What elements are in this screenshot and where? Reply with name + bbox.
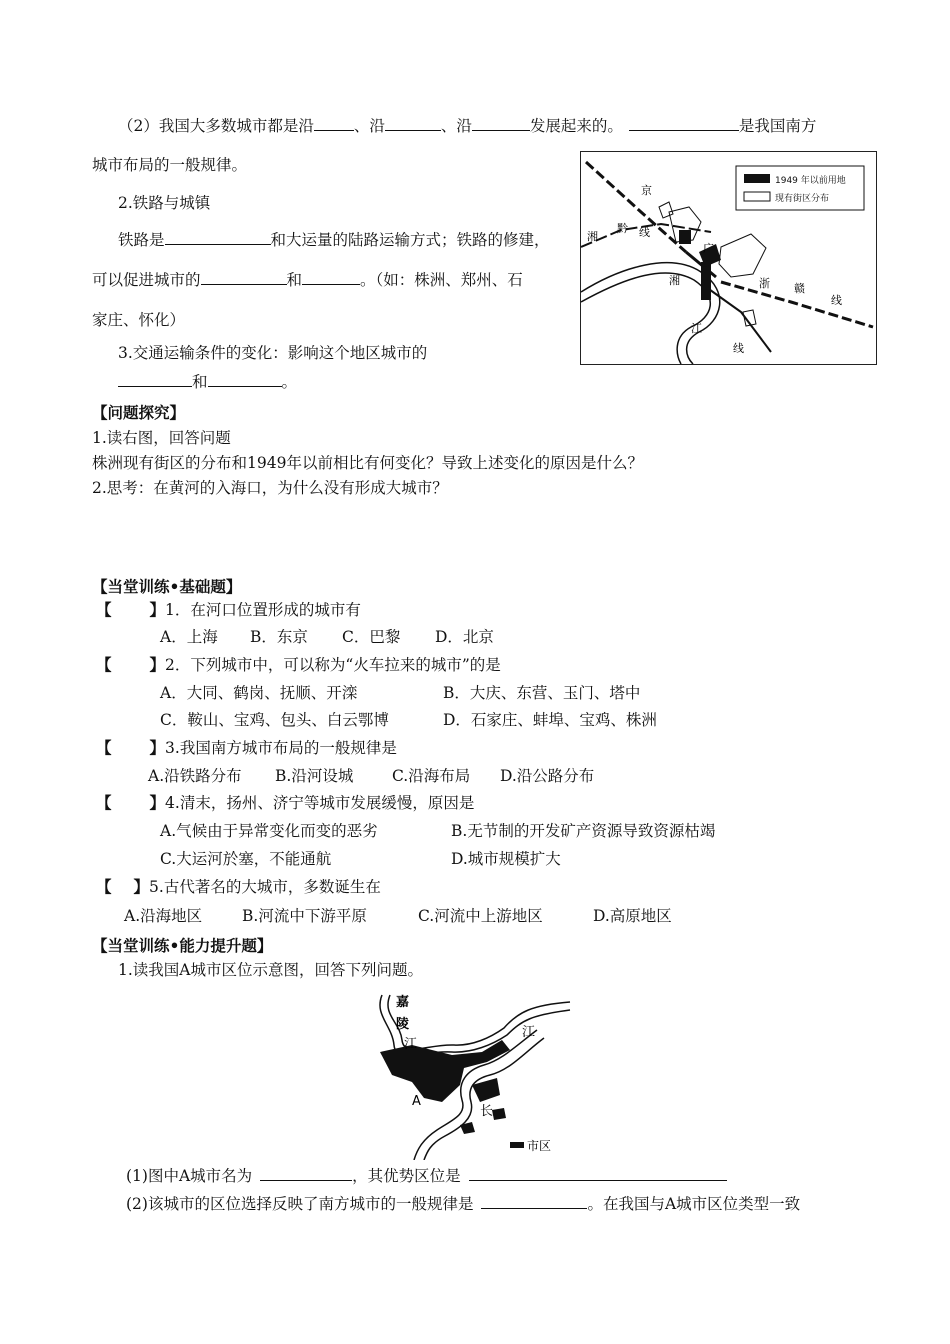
option: A．上海 [160,628,218,646]
legend-new-label: 现有街区分布 [775,194,830,204]
blank[interactable] [208,372,282,387]
map-label: 湘 [669,274,680,287]
explore-q2: 2.思考：在黄河的入海口，为什么没有形成大城市？ [92,479,448,497]
blank[interactable] [472,116,530,131]
map-label: 长 [480,1104,494,1119]
rail-line1 [118,230,550,250]
option: B．东京 [250,628,308,646]
blank[interactable] [629,116,739,131]
blank[interactable] [385,116,441,131]
sub-question-text: (1)图中A城市名为 [126,1167,253,1185]
question-text: 5.古代著名的大城市，多数诞生在 [149,878,381,896]
map-label: 黔 [617,222,628,235]
map-label: 江 [404,1037,418,1052]
zhuzhou-map [580,151,877,365]
map-label: 赣 [794,282,805,295]
rail-text-2: 和大运量的陆路运输方式；铁路的修建， [270,231,550,249]
q2-text-5: 是我国南方 [738,117,817,135]
ability-heading: 【当堂训练•能力提升题】 [92,936,273,955]
option: D．北京 [435,628,494,646]
blank[interactable] [118,372,192,387]
answer-bracket-close: 】 [149,600,166,619]
map-label: 湘 [587,230,598,243]
q2-text-4: 发展起来的。 [529,117,623,135]
blank[interactable] [469,1166,727,1181]
answer-bracket-open: 【 [96,738,112,757]
map-label: 嘉 [396,995,410,1010]
option: A．大同、鹤岗、抚顺、开滦 [160,684,358,702]
option: C.大运河於塞，不能通航 [160,850,332,868]
basic-q2 [96,655,501,675]
option: D.沿公路分布 [500,767,595,785]
option: D．石家庄、蚌埠、宝鸡、株洲 [443,711,657,729]
map-label: 线 [831,294,842,307]
legend-old-label: 1949 年以前用地 [775,176,846,186]
chongqing-map-drawing [372,990,572,1160]
question-text: 2．下列城市中，可以称为“火车拉来的城市”的是 [165,656,501,674]
option: C.沿海布局 [392,767,471,785]
transport-line2 [118,372,297,392]
option: C.河流中上游地区 [418,907,543,925]
option: D.高原地区 [593,907,672,925]
answer-bracket-close: 】 [149,738,166,757]
transport-text-2: 和 [192,373,208,391]
map-label: 京 [641,184,652,197]
sub-question-text: (2)该城市的区位选择反映了南方城市的一般规律是 [126,1195,474,1213]
chongqing-map [372,990,572,1160]
sub-question-text: 。在我国与A城市区位类型一致 [587,1195,801,1213]
answer-bracket-close: 】 [149,655,166,674]
explore-heading: 【问题探究】 [92,403,186,422]
rail-text-1: 铁路是 [118,231,165,249]
option: C．巴黎 [342,628,401,646]
blank[interactable] [481,1194,587,1209]
blank[interactable] [302,270,360,285]
rail-line2 [92,270,523,290]
map-label: 浙 [759,277,770,290]
q2-sentence-line1 [118,116,816,136]
transport-line1: 3.交通运输条件的变化：影响这个地区城市的 [118,344,428,362]
map2-legend-label: 市区 [527,1139,552,1153]
question-text: 3.我国南方城市布局的一般规律是 [165,739,397,757]
option: C．鞍山、宝鸡、包头、白云鄂博 [160,711,389,729]
option: B.河流中下游平原 [242,907,367,925]
basic-q3 [96,738,397,758]
q2-text-1: （2）我国大多数城市都是沿 [118,117,314,135]
q2-text-2: 、沿 [353,117,385,135]
ability-sub1 [126,1166,727,1186]
explore-q1: 1.读右图，回答问题 [92,429,231,447]
blank[interactable] [260,1166,352,1181]
q2-text-3: 、沿 [440,117,472,135]
map-label: 线 [639,226,650,239]
rail-text-5: 。（如：株洲、郑州、石 [360,271,523,289]
ability-q1: 1.读我国A城市区位示意图，回答下列问题。 [118,961,423,979]
rail-heading: 2.铁路与城镇 [118,194,211,212]
explore-q1-detail: 株洲现有街区的分布和1949年以前相比有何变化？导致上述变化的原因是什么？ [92,454,643,472]
answer-bracket-close: 】 [149,793,166,812]
basic-q1 [96,600,361,620]
blank[interactable] [314,116,354,131]
map-label: 江 [522,1025,536,1040]
question-text: 4.清末，扬州、济宁等城市发展缓慢，原因是 [165,794,475,812]
answer-bracket-close: 】 [133,877,150,896]
blank[interactable] [165,230,271,245]
option: B．大庆、东营、玉门、塔中 [443,684,641,702]
q2-sentence-line2: 城市布局的一般规律。 [92,156,248,174]
zhuzhou-map-drawing [581,152,876,364]
map-label: A [412,1094,421,1109]
map-label: 陵 [396,1017,410,1032]
option: A.沿铁路分布 [148,767,242,785]
option: B.沿河设城 [275,767,354,785]
basic-heading: 【当堂训练•基础题】 [92,577,242,596]
basic-q4 [96,793,474,813]
ability-sub2 [126,1194,800,1214]
rail-text-4: 和 [286,271,303,289]
answer-bracket-open: 【 [96,793,112,812]
map-label: 江 [691,322,702,335]
option: B.无节制的开发矿产资源导致资源枯竭 [451,822,716,840]
question-text: 1．在河口位置形成的城市有 [165,601,361,619]
basic-q5 [96,877,381,897]
answer-bracket-open: 【 [96,655,112,674]
option: A.沿海地区 [124,907,203,925]
rail-text-3: 可以促进城市的 [92,271,201,289]
map-label: 广 [703,242,714,255]
option: D.城市规模扩大 [451,850,561,868]
rail-line3: 家庄、怀化） [92,311,186,329]
option: A.气候由于异常变化而变的恶劣 [160,822,378,840]
transport-text-3: 。 [281,373,298,391]
answer-bracket-open: 【 [96,877,112,896]
map-label: 线 [733,342,744,355]
blank[interactable] [201,270,287,285]
answer-bracket-open: 【 [96,600,112,619]
sub-question-text: ，其优势区位是 [352,1167,461,1185]
